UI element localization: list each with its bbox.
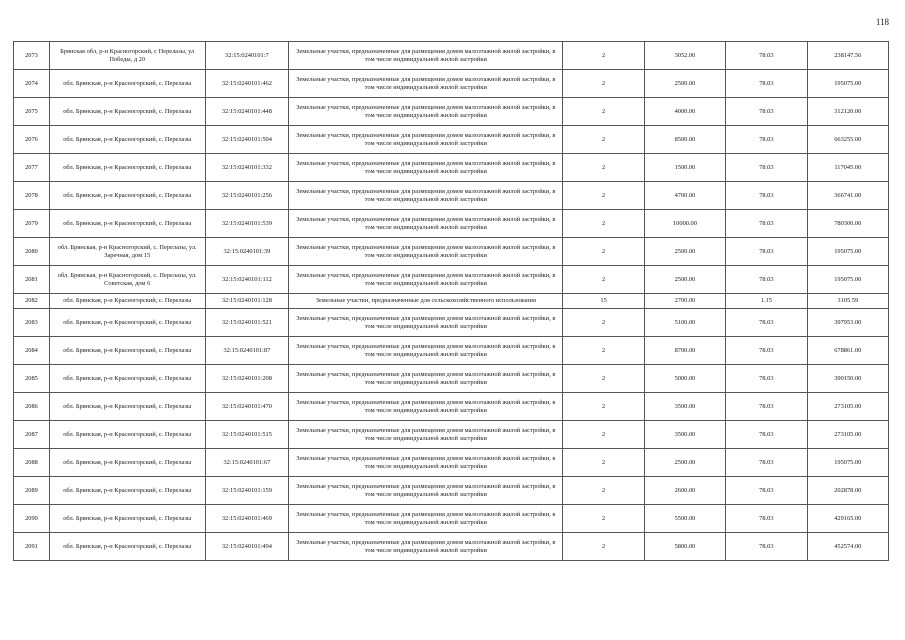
rate-cell: 78.03 [726,210,807,238]
rate-cell: 78.03 [726,42,807,70]
rate-cell: 78.03 [726,126,807,154]
address-cell: обл. Брянская, р-н Красногорский, с. Перелазы [49,365,205,393]
row-number-cell: 2077 [14,154,50,182]
cadastral-number-cell: 32:15:0240101:504 [205,126,289,154]
cadastral-number-cell: 32:15:0240101:112 [205,266,289,294]
table-row [14,70,889,98]
land-use-cell: Земельные участки, предназначенные для размещения домов малоэтажной жилой застройки, в том числе индивидуальной жилой застройки [289,393,563,421]
land-use-cell: Земельные участки, предназначенные для размещения домов малоэтажной жилой застройки, в том числе индивидуальной жилой застройки [289,266,563,294]
category-cell: 2 [563,154,644,182]
rate-cell: 78.03 [726,421,807,449]
land-use-cell: Земельные участки, предназначенные для размещения домов малоэтажной жилой застройки, в том числе индивидуальной жилой застройки [289,70,563,98]
row-number-cell: 2091 [14,533,50,561]
table-row [14,42,889,70]
row-number-cell: 2090 [14,505,50,533]
rate-cell: 78.03 [726,309,807,337]
table-body [14,42,889,561]
cadastral-value-cell: 312120.00 [807,98,888,126]
table-row [14,126,889,154]
category-cell: 2 [563,210,644,238]
cadastral-number-cell: 32:15:0240101:539 [205,210,289,238]
table-row [14,365,889,393]
land-use-cell: Земельные участки, предназначенные для размещения домов малоэтажной жилой застройки, в том числе индивидуальной жилой застройки [289,505,563,533]
area-cell: 8700.00 [644,337,725,365]
table-row [14,477,889,505]
table-row [14,154,889,182]
area-cell: 3500.00 [644,393,725,421]
table-row [14,533,889,561]
rate-cell: 78.03 [726,266,807,294]
land-registry-table [13,41,889,561]
cadastral-number-cell: 32:15:0240101:67 [205,449,289,477]
rate-cell: 78.03 [726,70,807,98]
rate-cell: 78.03 [726,505,807,533]
category-cell: 2 [563,126,644,154]
category-cell: 2 [563,365,644,393]
category-cell: 2 [563,238,644,266]
cadastral-number-cell: 32:15:0240101:39 [205,238,289,266]
row-number-cell: 2088 [14,449,50,477]
table-row [14,449,889,477]
area-cell: 5000.00 [644,365,725,393]
address-cell: обл. Брянская, р-н Красногорский, с. Перелазы [49,477,205,505]
row-number-cell: 2074 [14,70,50,98]
category-cell: 2 [563,505,644,533]
category-cell: 2 [563,182,644,210]
area-cell: 2500.00 [644,70,725,98]
rate-cell: 78.03 [726,533,807,561]
row-number-cell: 2089 [14,477,50,505]
cadastral-value-cell: 390150.00 [807,365,888,393]
page-number: 118 [875,17,889,27]
cadastral-value-cell: 202878.00 [807,477,888,505]
cadastral-value-cell: 429165.00 [807,505,888,533]
address-cell: обл. Брянская, р-н Красногорский, с. Перелазы [49,182,205,210]
category-cell: 2 [563,266,644,294]
address-cell: обл. Брянская, р-н Красногорский, с. Перелазы [49,421,205,449]
cadastral-number-cell: 32:15:0240101:470 [205,393,289,421]
cadastral-value-cell: 452574.00 [807,533,888,561]
row-number-cell: 2081 [14,266,50,294]
address-cell: обл. Брянская, р-н Красногорский, с. Перелазы, ул. Заречная, дом 15 [49,238,205,266]
row-number-cell: 2083 [14,309,50,337]
land-use-cell: Земельные участки, предназначенные для размещения домов малоэтажной жилой застройки, в том числе индивидуальной жилой застройки [289,337,563,365]
rate-cell: 78.03 [726,154,807,182]
category-cell: 2 [563,309,644,337]
cadastral-number-cell: 32:15:0240101:256 [205,182,289,210]
cadastral-number-cell: 32:15:0240101:7 [205,42,289,70]
address-cell: обл. Брянская, р-н Красногорский, с. Перелазы [49,309,205,337]
category-cell: 15 [563,294,644,309]
category-cell: 2 [563,42,644,70]
cadastral-value-cell: 195075.00 [807,449,888,477]
address-cell: обл. Брянская, р-н Красногорский, с. Перелазы, ул. Советская, дом 6 [49,266,205,294]
land-use-cell: Земельные участки, предназначенные для размещения домов малоэтажной жилой застройки, в том числе индивидуальной жилой застройки [289,182,563,210]
table-row [14,210,889,238]
row-number-cell: 2087 [14,421,50,449]
table-row [14,294,889,309]
category-cell: 2 [563,533,644,561]
cadastral-value-cell: 273105.00 [807,421,888,449]
rate-cell: 78.03 [726,365,807,393]
table-row [14,421,889,449]
area-cell: 2600.00 [644,477,725,505]
land-use-cell: Земельные участки, предназначенные для размещения домов малоэтажной жилой застройки, в том числе индивидуальной жилой застройки [289,365,563,393]
land-use-cell: Земельные участки, предназначенные для размещения домов малоэтажной жилой застройки, в том числе индивидуальной жилой застройки [289,154,563,182]
land-use-cell: Земельные участки, предназначенные для размещения домов малоэтажной жилой застройки, в том числе индивидуальной жилой застройки [289,126,563,154]
cadastral-number-cell: 32:15:0240101:208 [205,365,289,393]
land-use-cell: Земельные участки, предназначенные для сельскохозяйственного использования [289,294,563,309]
area-cell: 3052.00 [644,42,725,70]
address-cell: обл. Брянская, р-н Красногорский, с. Перелазы [49,126,205,154]
address-cell: обл. Брянская, р-н Красногорский, с. Перелазы [49,533,205,561]
rate-cell: 78.03 [726,337,807,365]
cadastral-number-cell: 32:15:0240101:332 [205,154,289,182]
row-number-cell: 2076 [14,126,50,154]
table-row [14,266,889,294]
category-cell: 2 [563,70,644,98]
area-cell: 8500.00 [644,126,725,154]
land-use-cell: Земельные участки, предназначенные для размещения домов малоэтажной жилой застройки, в том числе индивидуальной жилой застройки [289,238,563,266]
land-use-cell: Земельные участки, предназначенные для размещения домов малоэтажной жилой застройки, в том числе индивидуальной жилой застройки [289,42,563,70]
cadastral-value-cell: 117045.00 [807,154,888,182]
land-use-cell: Земельные участки, предназначенные для размещения домов малоэтажной жилой застройки, в том числе индивидуальной жилой застройки [289,477,563,505]
table-row [14,98,889,126]
cadastral-value-cell: 678861.00 [807,337,888,365]
land-use-cell: Земельные участки, предназначенные для размещения домов малоэтажной жилой застройки, в том числе индивидуальной жилой застройки [289,309,563,337]
table-row [14,505,889,533]
address-cell: обл. Брянская, р-н Красногорский, с. Перелазы [49,337,205,365]
cadastral-number-cell: 32:15:0240101:448 [205,98,289,126]
land-use-cell: Земельные участки, предназначенные для размещения домов малоэтажной жилой застройки, в том числе индивидуальной жилой застройки [289,449,563,477]
area-cell: 5800.00 [644,533,725,561]
table-row [14,238,889,266]
row-number-cell: 2080 [14,238,50,266]
area-cell: 5100.00 [644,309,725,337]
cadastral-number-cell: 32:15:0240101:87 [205,337,289,365]
category-cell: 2 [563,449,644,477]
area-cell: 5500.00 [644,505,725,533]
cadastral-number-cell: 32:15:0240101:462 [205,70,289,98]
rate-cell: 78.03 [726,477,807,505]
rate-cell: 1.15 [726,294,807,309]
cadastral-value-cell: 780300.00 [807,210,888,238]
row-number-cell: 2073 [14,42,50,70]
address-cell: обл. Брянская, р-н Красногорский, с. Перелазы [49,393,205,421]
table-row [14,309,889,337]
cadastral-value-cell: 195075.00 [807,238,888,266]
cadastral-number-cell: 32:15:0240101:469 [205,505,289,533]
address-cell: обл. Брянская, р-н Красногорский, с. Перелазы [49,154,205,182]
table-row [14,182,889,210]
area-cell: 2500.00 [644,449,725,477]
cadastral-number-cell: 32:15:0240101:521 [205,309,289,337]
row-number-cell: 2085 [14,365,50,393]
address-cell: обл. Брянская, р-н Красногорский, с. Перелазы [49,98,205,126]
cadastral-value-cell: 366741.00 [807,182,888,210]
category-cell: 2 [563,477,644,505]
cadastral-value-cell: 3105.59 [807,294,888,309]
area-cell: 1500.00 [644,154,725,182]
category-cell: 2 [563,393,644,421]
land-use-cell: Земельные участки, предназначенные для размещения домов малоэтажной жилой застройки, в том числе индивидуальной жилой застройки [289,421,563,449]
row-number-cell: 2084 [14,337,50,365]
cadastral-value-cell: 195075.00 [807,266,888,294]
cadastral-number-cell: 32:15:0240101:128 [205,294,289,309]
cadastral-value-cell: 238147.56 [807,42,888,70]
row-number-cell: 2086 [14,393,50,421]
rate-cell: 78.03 [726,182,807,210]
area-cell: 2700.00 [644,294,725,309]
cadastral-value-cell: 397953.00 [807,309,888,337]
land-use-cell: Земельные участки, предназначенные для размещения домов малоэтажной жилой застройки, в том числе индивидуальной жилой застройки [289,533,563,561]
table-row [14,337,889,365]
cadastral-value-cell: 195075.00 [807,70,888,98]
address-cell: обл. Брянская, р-н Красногорский, с. Перелазы [49,449,205,477]
address-cell: Брянская обл, р-н Красногорский, с Перелазы, ул Победы, д 20 [49,42,205,70]
row-number-cell: 2078 [14,182,50,210]
rate-cell: 78.03 [726,449,807,477]
land-use-cell: Земельные участки, предназначенные для размещения домов малоэтажной жилой застройки, в том числе индивидуальной жилой застройки [289,210,563,238]
category-cell: 2 [563,98,644,126]
area-cell: 2500.00 [644,238,725,266]
row-number-cell: 2079 [14,210,50,238]
address-cell: обл. Брянская, р-н Красногорский, с. Перелазы [49,70,205,98]
area-cell: 4700.00 [644,182,725,210]
area-cell: 2500.00 [644,266,725,294]
address-cell: обл. Брянская, р-н Красногорский, с. Перелазы [49,505,205,533]
rate-cell: 78.03 [726,98,807,126]
category-cell: 2 [563,337,644,365]
address-cell: обл. Брянская, р-н Красногорский, с. Перелазы [49,210,205,238]
rate-cell: 78.03 [726,393,807,421]
row-number-cell: 2082 [14,294,50,309]
category-cell: 2 [563,421,644,449]
row-number-cell: 2075 [14,98,50,126]
address-cell: обл. Брянская, р-н Красногорский, с. Перелазы [49,294,205,309]
area-cell: 10000.00 [644,210,725,238]
cadastral-value-cell: 273105.00 [807,393,888,421]
rate-cell: 78.03 [726,238,807,266]
land-use-cell: Земельные участки, предназначенные для размещения домов малоэтажной жилой застройки, в том числе индивидуальной жилой застройки [289,98,563,126]
area-cell: 3500.00 [644,421,725,449]
area-cell: 4000.00 [644,98,725,126]
cadastral-value-cell: 663255.00 [807,126,888,154]
cadastral-number-cell: 32:15:0240101:494 [205,533,289,561]
table-row [14,393,889,421]
cadastral-number-cell: 32:15:0240101:515 [205,421,289,449]
cadastral-number-cell: 32:15:0240101:159 [205,477,289,505]
